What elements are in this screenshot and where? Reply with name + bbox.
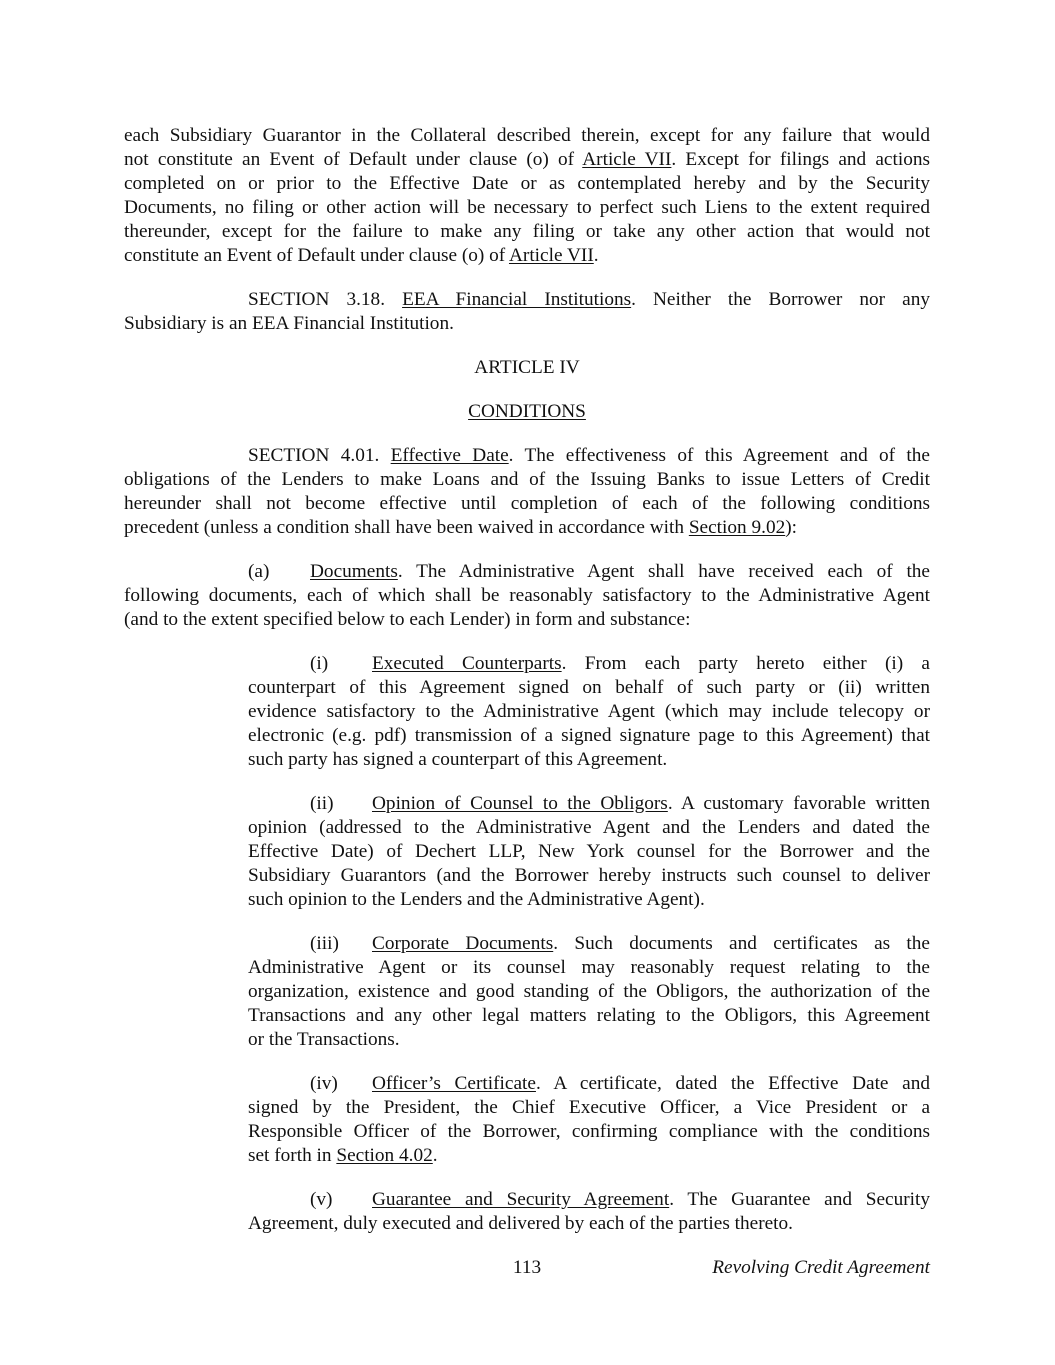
text-line bbox=[124, 400, 930, 424]
cross-reference: EEA Financial Institutions bbox=[402, 289, 632, 310]
text-run: such opinion to the Lenders and the Administrative Agent). bbox=[248, 889, 705, 910]
cross-reference: Executed Counterparts bbox=[372, 653, 562, 674]
text-line bbox=[248, 1188, 930, 1212]
text-run: . A certificate, dated the Effective Date and bbox=[535, 1073, 930, 1094]
text-run: thereunder, except for the failure to make any filing or take any other action that would not bbox=[124, 221, 930, 242]
text-line bbox=[248, 676, 930, 700]
paragraph bbox=[248, 932, 930, 1052]
heading bbox=[124, 356, 930, 380]
text-line bbox=[124, 124, 930, 148]
text-line bbox=[248, 840, 930, 864]
cross-reference: Guarantee and Security Agreement bbox=[372, 1189, 670, 1210]
text-line bbox=[248, 792, 930, 816]
paragraph bbox=[248, 652, 930, 772]
text-line bbox=[248, 1120, 930, 1144]
text-run: . The Administrative Agent shall have received each of the bbox=[397, 561, 930, 582]
paragraph bbox=[124, 444, 930, 540]
text-line bbox=[124, 220, 930, 244]
text-line bbox=[124, 584, 930, 608]
text-run: following documents, each of which shall be reasonably satisfactory to the Administrative Agent bbox=[124, 585, 930, 606]
text-line bbox=[124, 444, 930, 468]
text-run: (and to the extent specified below to each Lender) in form and substance: bbox=[124, 609, 691, 630]
text-run: . bbox=[593, 245, 599, 266]
text-run: evidence satisfactory to the Administrative Agent (which may include telecopy or bbox=[248, 701, 930, 722]
text-line bbox=[248, 1096, 930, 1120]
text-line bbox=[124, 560, 930, 584]
text-run: obligations of the Lenders to make Loans and of the Issuing Banks to issue Letters of Credit bbox=[124, 469, 930, 490]
text-line bbox=[124, 172, 930, 196]
text-line bbox=[248, 1072, 930, 1096]
text-run: or the Transactions. bbox=[248, 1029, 400, 1050]
text-line bbox=[124, 288, 930, 312]
cross-reference: Section 4.02 bbox=[336, 1145, 433, 1166]
footer-document-title: Revolving Credit Agreement bbox=[712, 1257, 930, 1278]
text-line bbox=[248, 748, 930, 772]
text-run: . The Guarantee and Security bbox=[669, 1189, 930, 1210]
text-run: . Neither the Borrower nor any bbox=[631, 289, 930, 310]
cross-reference: Corporate Documents bbox=[372, 933, 554, 954]
text-run: completed on or prior to the Effective Date or as contemplated hereby and by the Security bbox=[124, 173, 930, 194]
paragraph bbox=[248, 792, 930, 912]
text-line bbox=[124, 516, 930, 540]
text-line bbox=[248, 816, 930, 840]
text-line bbox=[248, 932, 930, 956]
text-run: . bbox=[432, 1145, 438, 1166]
item-label: (iii) bbox=[310, 933, 339, 954]
paragraph bbox=[124, 288, 930, 336]
text-line bbox=[124, 356, 930, 380]
cross-reference: CONDITIONS bbox=[468, 401, 586, 422]
cross-reference: Officer’s Certificate bbox=[372, 1073, 536, 1094]
text-run: opinion (addressed to the Administrative Agent and the Lenders and dated the bbox=[248, 817, 930, 838]
heading bbox=[124, 400, 930, 424]
text-run: set forth in bbox=[248, 1145, 337, 1166]
text-line bbox=[124, 492, 930, 516]
text-line bbox=[124, 312, 930, 336]
text-run: SECTION 3.18. bbox=[248, 289, 403, 310]
item-label: (i) bbox=[310, 653, 329, 674]
text-run: Responsible Officer of the Borrower, confirming compliance with the conditions bbox=[248, 1121, 930, 1142]
text-run: electronic (e.g. pdf) transmission of a signed signature page to this Agreement) that bbox=[248, 725, 930, 746]
text-run: hereunder shall not become effective until completion of each of the following conditions bbox=[124, 493, 930, 514]
cross-reference: Documents bbox=[310, 561, 398, 582]
cross-reference: Article VII bbox=[508, 245, 594, 266]
item-label: (v) bbox=[310, 1189, 333, 1210]
text-run: . A customary favorable written bbox=[667, 793, 930, 814]
text-run: Transactions and any other legal matters relating to the Obligors, this Agreement bbox=[248, 1005, 930, 1026]
text-run: . The effectiveness of this Agreement and of the bbox=[508, 445, 930, 466]
document-body bbox=[124, 124, 930, 1256]
page-footer bbox=[124, 1256, 930, 1280]
text-run: not constitute an Event of Default under clause (o) of bbox=[124, 149, 583, 170]
text-run: SECTION 4.01. bbox=[248, 445, 391, 466]
text-line bbox=[248, 956, 930, 980]
text-line bbox=[124, 148, 930, 172]
item-label: (a) bbox=[248, 561, 270, 582]
item-label: (ii) bbox=[310, 793, 334, 814]
text-run: each Subsidiary Guarantor in the Collateral described therein, except for any failure that would bbox=[124, 125, 930, 146]
text-run: Administrative Agent or its counsel may reasonably request relating to the bbox=[248, 957, 930, 978]
paragraph bbox=[124, 124, 930, 268]
text-run: . Such documents and certificates as the bbox=[553, 933, 930, 954]
text-run: counterpart of this Agreement signed on behalf of such party or (ii) written bbox=[248, 677, 930, 698]
text-run: Documents, no filing or other action will be necessary to perfect such Liens to the extent required bbox=[124, 197, 930, 218]
text-line bbox=[248, 888, 930, 912]
text-run: Agreement, duly executed and delivered by each of the parties thereto. bbox=[248, 1213, 793, 1234]
page-number: 113 bbox=[512, 1257, 542, 1278]
text-line bbox=[248, 1212, 930, 1236]
text-run: . From each party hereto either (i) a bbox=[561, 653, 930, 674]
text-run: Subsidiary is an EEA Financial Institution. bbox=[124, 313, 454, 334]
paragraph bbox=[248, 1188, 930, 1236]
paragraph bbox=[248, 1072, 930, 1168]
text-line bbox=[124, 608, 930, 632]
text-run: constitute an Event of Default under clause (o) of bbox=[124, 245, 509, 266]
text-line bbox=[124, 244, 930, 268]
text-line bbox=[248, 980, 930, 1004]
text-run: Subsidiary Guarantors (and the Borrower hereby instructs such counsel to deliver bbox=[248, 865, 930, 886]
text-run: ): bbox=[785, 517, 798, 538]
text-run: precedent (unless a condition shall have been waived in accordance with bbox=[124, 517, 689, 538]
text-line bbox=[248, 700, 930, 724]
text-line bbox=[124, 196, 930, 220]
text-run: signed by the President, the Chief Executive Officer, a Vice President or a bbox=[248, 1097, 930, 1118]
cross-reference: Effective Date bbox=[390, 445, 509, 466]
text-line bbox=[248, 1144, 930, 1168]
text-run: such party has signed a counterpart of this Agreement. bbox=[248, 749, 668, 770]
text-run: organization, existence and good standing of the Obligors, the authorization of the bbox=[248, 981, 930, 1002]
paragraph bbox=[124, 560, 930, 632]
text-line bbox=[248, 1004, 930, 1028]
text-run: ARTICLE IV bbox=[474, 357, 580, 378]
text-run: Effective Date) of Dechert LLP, New York counsel for the Borrower and the bbox=[248, 841, 930, 862]
cross-reference: Opinion of Counsel to the Obligors bbox=[372, 793, 668, 814]
text-line bbox=[124, 468, 930, 492]
text-line bbox=[248, 652, 930, 676]
text-line bbox=[248, 724, 930, 748]
text-run: . Except for filings and actions bbox=[671, 149, 930, 170]
item-label: (iv) bbox=[310, 1073, 338, 1094]
cross-reference: Article VII bbox=[582, 149, 672, 170]
text-line bbox=[248, 864, 930, 888]
cross-reference: Section 9.02 bbox=[688, 517, 786, 538]
text-line bbox=[248, 1028, 930, 1052]
